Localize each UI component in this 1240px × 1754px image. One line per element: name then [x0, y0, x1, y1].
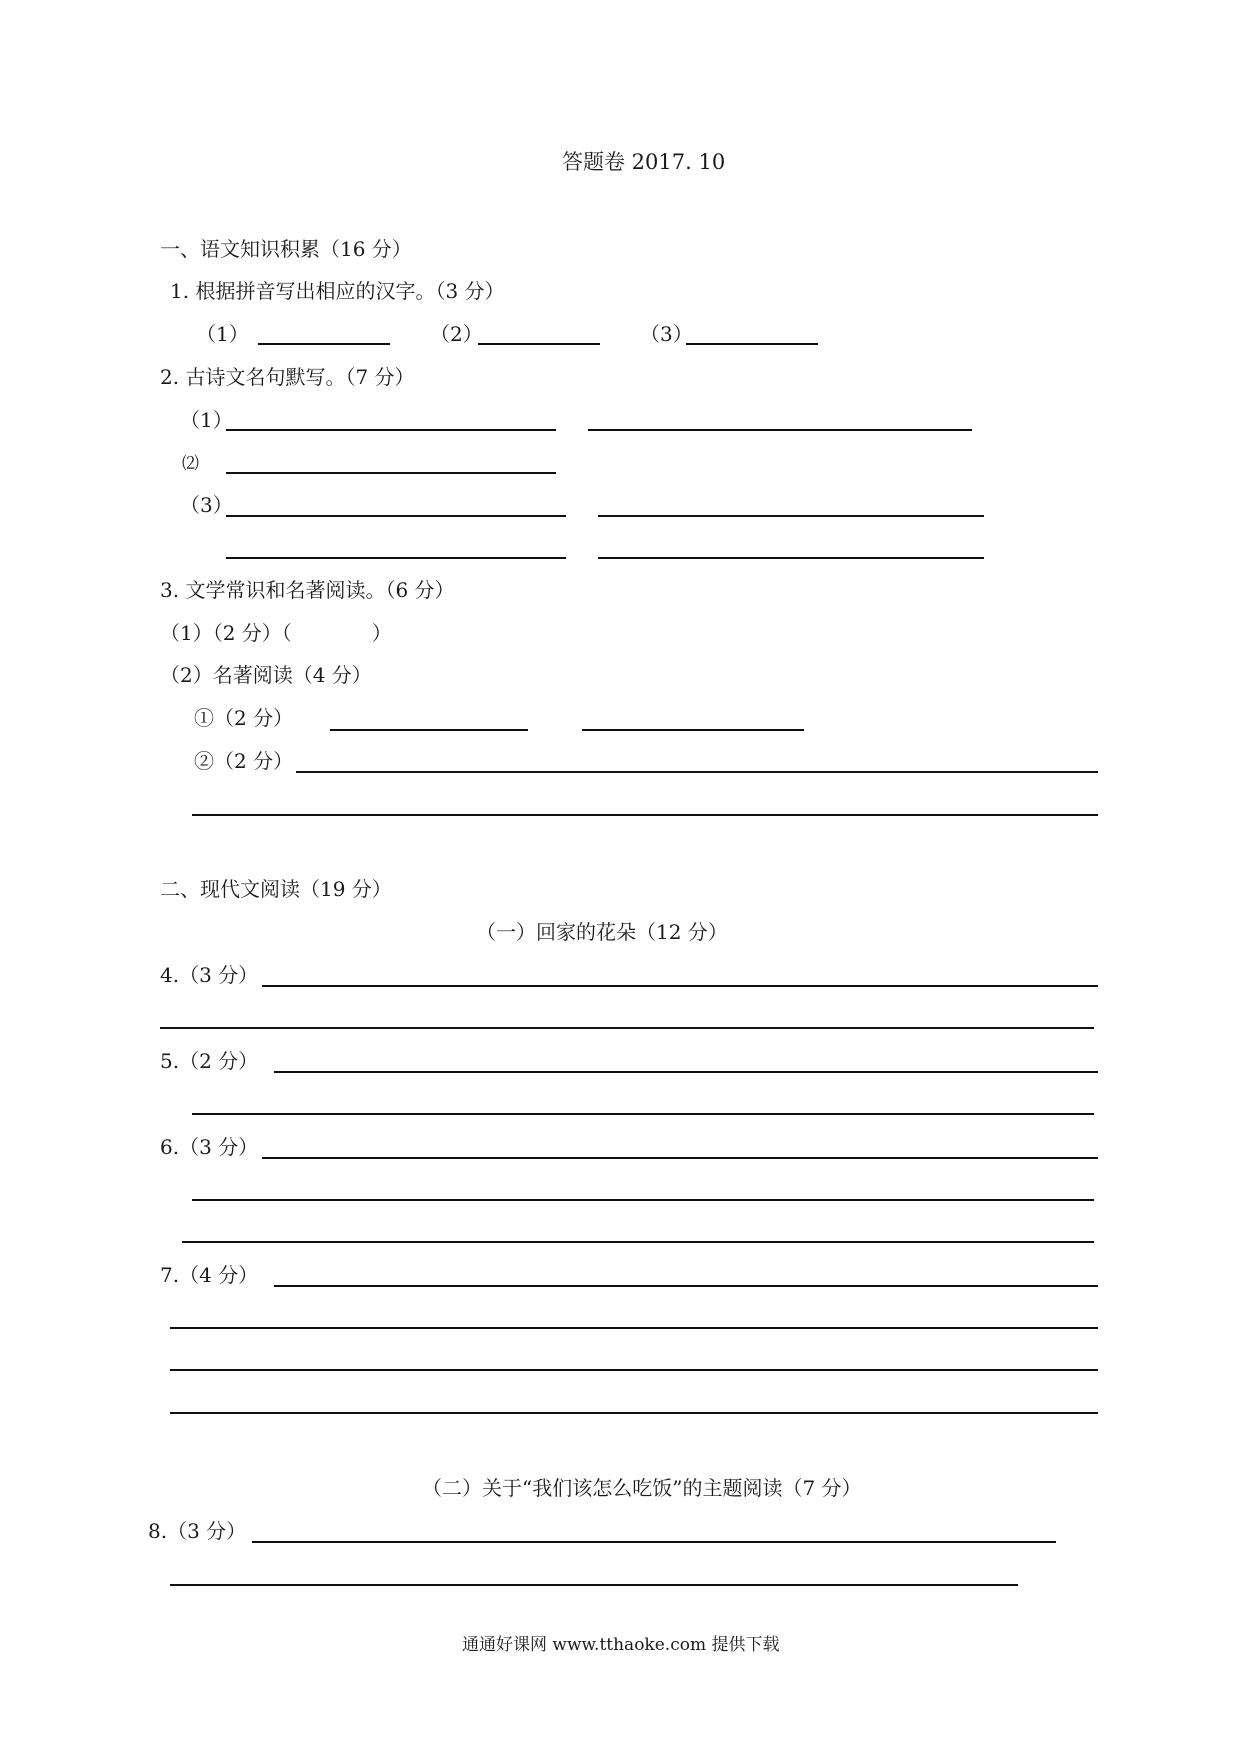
q4-answer-line-2[interactable]: [160, 1027, 1094, 1029]
q1-blank-label-1: （1）: [196, 322, 249, 346]
q1-answer-line-2[interactable]: [478, 343, 600, 345]
q2-answer-line-3c[interactable]: [226, 557, 566, 559]
q3-sub2-label: ②（2 分）: [194, 749, 294, 773]
q3-part2: （2）名著阅读（4 分）: [160, 663, 372, 687]
q2-blank-label-1: （1）: [180, 408, 233, 432]
q7-answer-line-3[interactable]: [170, 1369, 1098, 1371]
q5-answer-line-1[interactable]: [274, 1071, 1098, 1073]
q2-answer-line-3a[interactable]: [226, 515, 566, 517]
q3-sub1-line-b[interactable]: [582, 729, 804, 731]
q1-blank-label-2: （2）: [430, 322, 483, 346]
page-title: 答题卷 2017. 10: [562, 150, 726, 174]
section1-heading: 一、语文知识积累（16 分）: [160, 237, 412, 261]
q6-label: 6.（3 分）: [160, 1135, 259, 1159]
q2-blank-label-2: ⑵: [182, 454, 199, 474]
footer-text: 通通好课网 www.tthaoke.com 提供下载: [462, 1635, 780, 1655]
q2-blank-label-3: （3）: [180, 493, 233, 517]
q3-label: 3. 文学常识和名著阅读。（6 分）: [160, 578, 455, 602]
q3-sub1-line-a[interactable]: [330, 729, 528, 731]
q5-answer-line-2[interactable]: [192, 1113, 1094, 1115]
q1-label: 1. 根据拼音写出相应的汉字。（3 分）: [170, 279, 505, 303]
q2-label: 2. 古诗文名句默写。（7 分）: [160, 365, 415, 389]
q7-answer-line-4[interactable]: [170, 1412, 1098, 1414]
q8-label: 8.（3 分）: [148, 1519, 247, 1543]
q7-answer-line-1[interactable]: [274, 1285, 1098, 1287]
q7-answer-line-2[interactable]: [170, 1327, 1098, 1329]
q3-sub2-line-b[interactable]: [192, 814, 1098, 816]
q1-answer-line-3[interactable]: [686, 343, 818, 345]
q6-answer-line-1[interactable]: [262, 1157, 1098, 1159]
q3-sub2-line-a[interactable]: [296, 771, 1098, 773]
part2-title: （二）关于“我们该怎么吃饭”的主题阅读（7 分）: [422, 1476, 862, 1500]
q5-label: 5.（2 分）: [160, 1049, 259, 1073]
q2-answer-line-2[interactable]: [226, 472, 556, 474]
q8-answer-line-2[interactable]: [170, 1584, 1018, 1586]
q3-sub1-label: ①（2 分）: [194, 706, 294, 730]
q2-answer-line-1a[interactable]: [226, 429, 556, 431]
section2-heading: 二、现代文阅读（19 分）: [160, 877, 392, 901]
q7-label: 7.（4 分）: [160, 1263, 259, 1287]
q2-answer-line-3d[interactable]: [598, 557, 984, 559]
q1-blank-label-3: （3）: [640, 322, 693, 346]
q8-answer-line-1[interactable]: [252, 1541, 1056, 1543]
q6-answer-line-2[interactable]: [192, 1199, 1094, 1201]
q4-answer-line-1[interactable]: [262, 985, 1098, 987]
q4-label: 4.（3 分）: [160, 963, 259, 987]
q2-answer-line-1b[interactable]: [588, 429, 972, 431]
q6-answer-line-3[interactable]: [182, 1241, 1094, 1243]
q3-part1: （1）（2 分）（ ）: [160, 621, 392, 645]
q2-answer-line-3b[interactable]: [598, 515, 984, 517]
q1-answer-line-1[interactable]: [258, 343, 390, 345]
part1-title: （一）回家的花朵（12 分）: [476, 920, 728, 944]
